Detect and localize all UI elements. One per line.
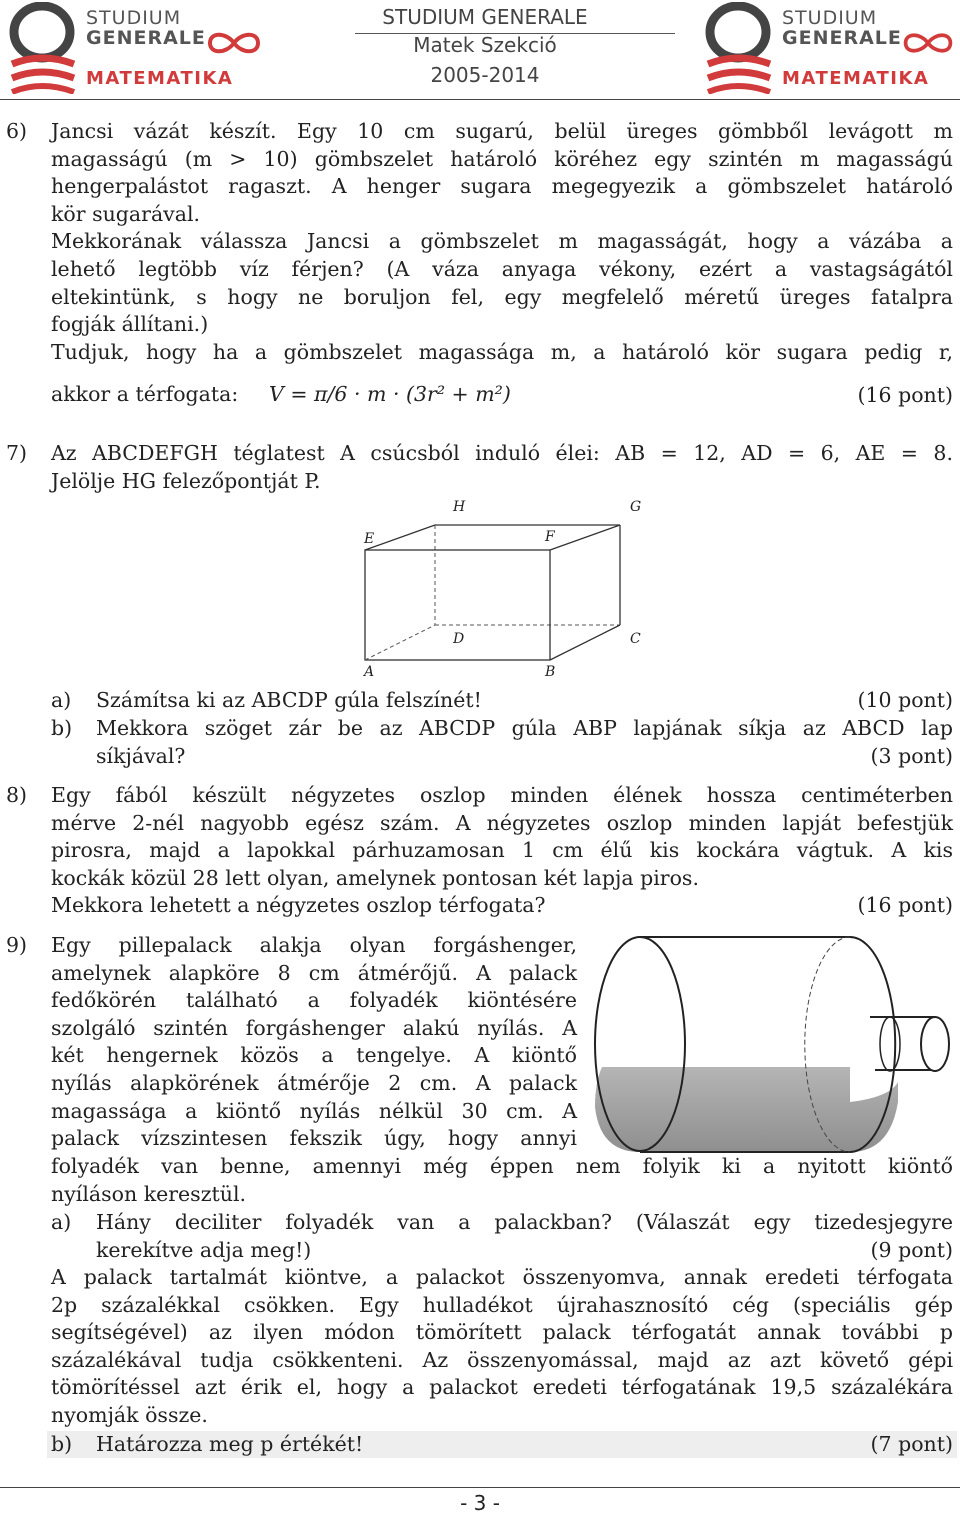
problem9-line: nyomják össze. (51, 1402, 208, 1427)
logo-line3: MATEMATIKA (86, 68, 234, 89)
problem9-line: magassága a kiöntő nyílás nélkül 30 cm. A (51, 1098, 577, 1123)
formula-prefix: akkor a térfogata: (51, 382, 239, 406)
problem9a-label: a) (51, 1210, 72, 1234)
problem6-line: eltekintünk, s hogy ne boruljon fel, egy megfelelő méretű üreges fatalpra (51, 284, 953, 309)
problem7-line: Az ABCDEFGH téglatest A csúcsból induló élei: AB = 12, AD = 6, AE = 8. (51, 441, 953, 465)
problem9-line: folyadék van benne, amennyi még éppen nem folyik ki a nyitott kiöntő (51, 1154, 953, 1178)
problem7b-text (96, 715, 953, 770)
problem6-line: Tudjuk, hogy ha a gömbszelet magassága m, a határoló kör sugara pedig r, (51, 339, 953, 364)
vertex-label-b: B (545, 664, 556, 680)
problem9-number: 9) (6, 933, 28, 957)
problem9-text-wide (51, 1153, 953, 1208)
problem9-line: nyíláson keresztül. (51, 1181, 247, 1206)
vertex-label-f: F (545, 529, 555, 545)
page-header (0, 0, 960, 100)
problem9-line: palack vízszintesen fekszik úgy, hogy annyi (51, 1126, 577, 1151)
header-rule (0, 99, 960, 100)
problem9-line: fedőkörén található a folyadék kiöntésére (51, 988, 577, 1013)
problem9a-line: kerekítve adja meg!) (96, 1237, 312, 1262)
problem9-line: két hengernek közös a tengelye. A kiöntő (51, 1043, 577, 1068)
problem6-points: (16 pont) (857, 383, 953, 407)
problem8-line: Mekkora lehetett a négyzetes oszlop térfogata? (51, 893, 546, 918)
problem9-line: szolgáló szintén forgáshenger alakú nyílás. A (51, 1015, 577, 1040)
header-title-block (330, 4, 640, 90)
omega-logo-icon (700, 2, 780, 94)
problem6-line: Mekkorának válassza Jancsi a gömbszelet m magasságát, hogy a vázába a (51, 229, 953, 254)
problem7b-line: síkjával? (96, 743, 186, 768)
vertex-label-a: A (364, 664, 375, 680)
logo-line1: STUDIUM (86, 7, 182, 29)
problem8-line: mérve 2-nél nagyobb egész szám. A négyzetes oszlop minden lapját befestjük (51, 810, 953, 835)
problem9b-points: (7 pont) (870, 1432, 953, 1456)
bottle-figure (590, 932, 955, 1157)
logo-line2: GENERALE (86, 27, 206, 49)
problem9-text-after (51, 1264, 953, 1430)
problem8-number: 8) (6, 783, 28, 807)
logo-line1: STUDIUM (782, 7, 878, 29)
problem7a-points: (10 pont) (857, 688, 953, 712)
header-subtitle: Matek Szekció (413, 33, 557, 57)
problem9a-line: Hány deciliter folyadék van a palackban? (Válaszát egy tizedesjegyre (96, 1210, 953, 1234)
problem6-text (51, 118, 953, 366)
vertex-label-c: C (630, 631, 641, 647)
problem9a-text (96, 1209, 953, 1264)
formula-expression: V = π/6 · m · (3r² + m²) (269, 382, 511, 406)
problem7-text (51, 440, 953, 495)
omega-logo-icon (4, 2, 84, 94)
problem9b-label: b) (51, 1432, 73, 1456)
problem6-line: Jancsi vázát készít. Egy 10 cm sugarú, belül üreges gömbből levágott m (51, 119, 953, 143)
problem9b-text: Határozza meg p értékét! (96, 1432, 364, 1456)
problem9-line: százalékával tudja csökkenteni. Az összenyomással, majd az azt követő gépi (51, 1347, 953, 1372)
problem8-points: (16 pont) (857, 893, 953, 917)
logo-line3: MATEMATIKA (782, 68, 930, 89)
problem9-line: A palack tartalmát kiöntve, a palackot összenyomva, annak eredeti térfogata (51, 1265, 953, 1289)
problem8-line: pirosra, majd a lapokkal párhuzamosan 1 cm élű kis kockára vágtuk. A kis (51, 838, 953, 863)
cuboid-figure (350, 495, 650, 680)
logo-line2: GENERALE (782, 27, 902, 49)
vertex-label-d: D (453, 631, 465, 647)
studium-generale-logo-left (4, 2, 266, 94)
problem7b-label: b) (51, 716, 73, 740)
problem9-text-narrow (51, 932, 577, 1153)
problem6-number: 6) (6, 119, 28, 143)
header-divider (355, 33, 675, 34)
problem7-line: Jelölje HG felezőpontját P. (51, 468, 321, 493)
problem6-line: fogják állítani.) (51, 312, 209, 337)
problem6-line: hengerpalástot ragaszt. A henger sugara megegyezik a gömbszelet határoló (51, 174, 953, 199)
problem7-number: 7) (6, 441, 28, 465)
problem9-line: nyílás alapkörének átmérője 2 cm. A palack (51, 1070, 577, 1095)
problem9-line: amelynek alapköre 8 cm átmérőjű. A palack (51, 960, 577, 985)
infinity-icon (204, 30, 264, 56)
problem8-text (51, 782, 953, 920)
vertex-label-g: G (630, 499, 642, 515)
problem7b-line: Mekkora szöget zár be az ABCDP gúla ABP lapjának síkja az ABCD lap (96, 716, 953, 740)
header-title: STUDIUM GENERALE (382, 5, 588, 29)
problem7a-label: a) (51, 688, 72, 712)
problem8-line: Egy fából készült négyzetes oszlop minden élének hossza centiméterben (51, 783, 953, 807)
problem9-line: tömörítéssel azt érik el, hogy a palackot eredeti térfogatának 19,5 százalékára (51, 1375, 953, 1400)
footer-rule (0, 1487, 960, 1488)
page-number: - 3 - (460, 1491, 500, 1515)
infinity-icon (900, 30, 956, 56)
problem7a-text: Számítsa ki az ABCDP gúla felszínét! (96, 688, 482, 712)
problem9-line: Egy pillepalack alakja olyan forgáshenger, (51, 933, 577, 957)
problem7b-points: (3 pont) (870, 744, 953, 768)
problem8-line: kockák közül 28 lett olyan, amelynek pontosan két lapja piros. (51, 865, 699, 890)
problem6-line: magasságú (m > 10) gömbszelet határoló köréhez egy szintén m magasságú (51, 146, 953, 171)
vertex-label-e: E (364, 531, 375, 547)
problem6-line: lehető legtöbb víz férjen? (A váza anyaga vékony, ezért a vastagságától (51, 256, 953, 281)
problem9a-points: (9 pont) (870, 1238, 953, 1262)
header-years: 2005-2014 (430, 63, 540, 87)
problem9-line: 2p százalékkal csökken. Egy hulladékot újrahasznosító cég (speciális gép (51, 1292, 953, 1317)
problem6-line: kör sugarával. (51, 201, 201, 226)
vertex-label-h: H (453, 499, 466, 515)
problem9-line: segítségével) az ilyen módon tömörített palack térfogatát annak további p (51, 1320, 953, 1345)
studium-generale-logo-right (700, 2, 960, 94)
